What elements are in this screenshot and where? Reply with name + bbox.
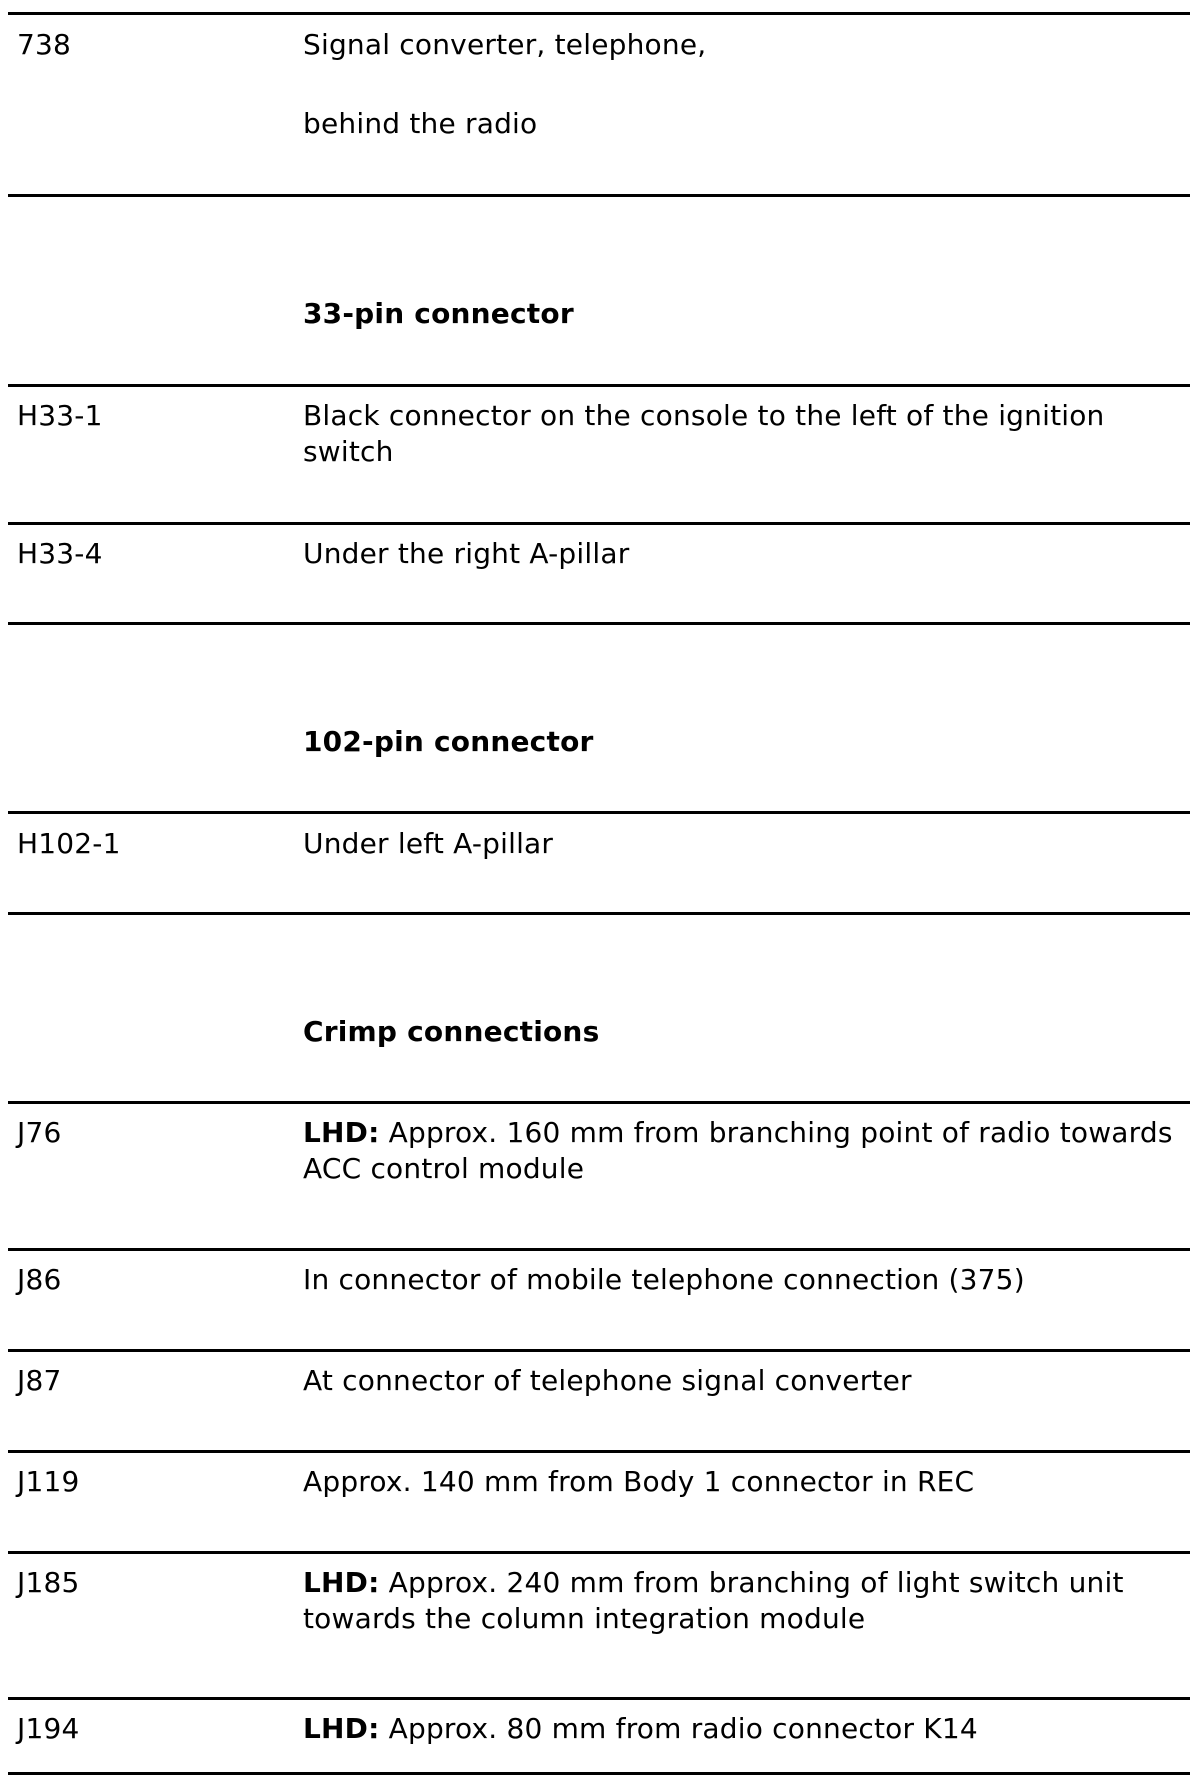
table-rule	[8, 1551, 1190, 1554]
row-description-text: Approx. 240 mm from branching of light switch unit towards the column integration module	[303, 1566, 1124, 1635]
row-description-line: behind the radio	[303, 107, 538, 140]
row-description: Approx. 140 mm from Body 1 connector in REC	[303, 1465, 975, 1498]
row-description: In connector of mobile telephone connection (375)	[303, 1263, 1025, 1296]
row-code: H102-1	[17, 827, 121, 860]
section-heading: Crimp connections	[303, 1015, 600, 1048]
row-description	[303, 1711, 978, 1747]
table-rule	[8, 1697, 1190, 1700]
table-rule	[8, 522, 1190, 525]
row-description-text: Approx. 80 mm from radio connector K14	[379, 1712, 978, 1745]
row-description: Under the right A-pillar	[303, 537, 630, 570]
row-description	[303, 1565, 1173, 1637]
table-rule	[8, 1349, 1190, 1352]
row-description: Black connector on the console to the left of the ignition switch	[303, 399, 1105, 468]
lhd-label: LHD:	[303, 1712, 380, 1745]
row-code: J119	[17, 1465, 80, 1498]
row-code: J194	[17, 1712, 80, 1745]
lhd-label: LHD:	[303, 1566, 380, 1599]
table-rule	[8, 811, 1190, 814]
table-rule	[8, 194, 1190, 197]
row-description: Under left A-pillar	[303, 827, 554, 860]
table-rule	[8, 1772, 1190, 1775]
row-code: 738	[17, 28, 72, 61]
row-description-line: Signal converter, telephone,	[303, 28, 707, 61]
table-rule	[8, 622, 1190, 625]
table-rule	[8, 384, 1190, 387]
row-description	[303, 1115, 1173, 1187]
row-description-text: Approx. 160 mm from branching point of radio towards ACC control module	[303, 1116, 1173, 1185]
table-rule	[8, 1450, 1190, 1453]
lhd-label: LHD:	[303, 1116, 380, 1149]
section-heading: 33-pin connector	[303, 297, 574, 330]
row-code: H33-4	[17, 537, 103, 570]
section-heading: 102-pin connector	[303, 725, 594, 758]
row-code: H33-1	[17, 399, 103, 432]
row-code: J76	[17, 1116, 62, 1149]
table-rule	[8, 912, 1190, 915]
table-rule	[8, 12, 1190, 15]
row-code: J185	[17, 1566, 80, 1599]
row-code: J86	[17, 1263, 62, 1296]
row-description: At connector of telephone signal converter	[303, 1364, 912, 1397]
table-rule	[8, 1101, 1190, 1104]
table-rule	[8, 1248, 1190, 1251]
row-code: J87	[17, 1364, 62, 1397]
